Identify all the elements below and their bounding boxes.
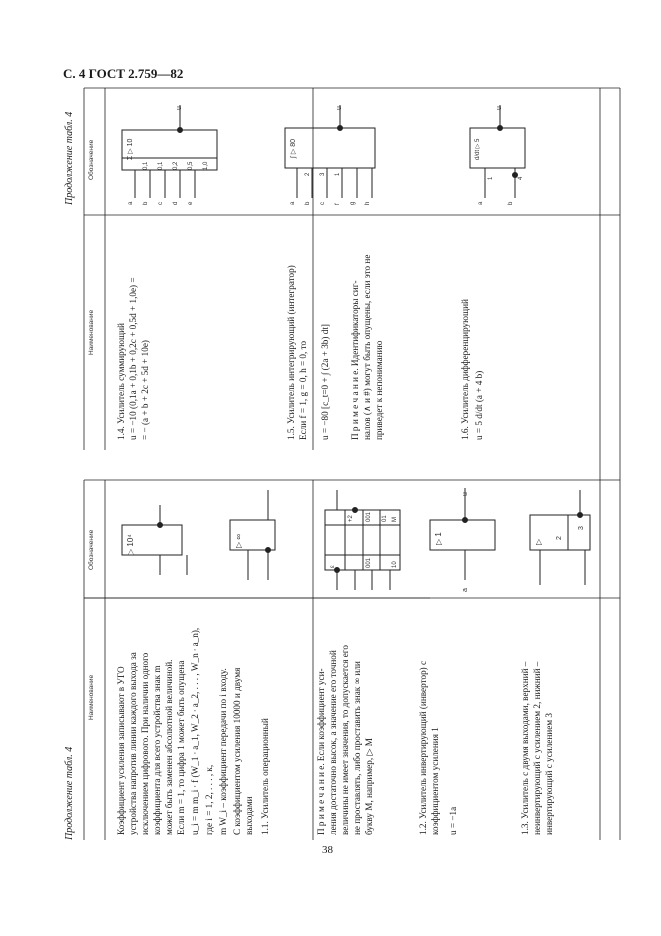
left-text-line: устройства напротив линии каждого выхода за bbox=[128, 652, 138, 835]
item-1-3-line: 1.3. Усилитель с двумя выходами, верхний – bbox=[520, 661, 530, 835]
item-1-6-formula: u = 5 d/dt (a + 4 b) bbox=[474, 370, 484, 440]
sym7-pin: h bbox=[365, 201, 371, 205]
sym2-label: ▷ ∞ bbox=[234, 533, 243, 548]
sym6-label: Σ ▷ 10 bbox=[127, 138, 134, 160]
page-header: С. 4 ГОСТ 2.759—82 bbox=[63, 66, 184, 81]
sym7-pin: a bbox=[290, 201, 296, 205]
sym3-label: +2 bbox=[348, 515, 354, 522]
sym7-pin: f bbox=[335, 203, 341, 205]
symbol-summing bbox=[122, 105, 217, 198]
left-text-line: выходами bbox=[244, 796, 254, 835]
sym4-out: u bbox=[462, 492, 469, 496]
left-text-line: С коэффициентом усиления 10000 и двумя bbox=[232, 667, 242, 835]
left-text-line: m W_i – коэффициент передачи по i входу. bbox=[218, 668, 228, 835]
left-col-name-header: Наименование bbox=[88, 674, 95, 720]
sym7-num: 1 bbox=[335, 172, 341, 176]
sym4-label: ▷ 1 bbox=[434, 532, 443, 545]
sym6-gain: 1,0 bbox=[203, 161, 209, 170]
item-1-5-formula: u = −80 [c_t=0 + ∫ (2a + 3b) dt] bbox=[320, 324, 330, 440]
note2-line: приведет к непониманию bbox=[374, 340, 384, 440]
sym6-gain: 0,1 bbox=[158, 161, 164, 170]
sym7-pin: b bbox=[305, 201, 311, 205]
note2-line: налов (∧ и #) могут быть опущены, если это не bbox=[362, 254, 372, 440]
sym6-pin: e bbox=[188, 201, 194, 205]
sym8-label: d/dt ▷ 5 bbox=[475, 138, 481, 160]
sym6-gain: 0,5 bbox=[188, 161, 194, 170]
sym6-out: u bbox=[176, 106, 183, 110]
item-1-2-line: 1.2. Усилитель инвертирующий (инвертор) с bbox=[418, 660, 428, 835]
sym8-out: u bbox=[496, 106, 503, 110]
sym1-label: ▷ 10⁴ bbox=[126, 534, 135, 555]
note2-line: П р и м е ч а н и е. Идентификаторы сиг- bbox=[350, 280, 360, 440]
right-continuation-label: Продолжение табл. 4 bbox=[64, 111, 75, 205]
sym3-label: ε bbox=[330, 565, 336, 568]
left-text-line: исключением цифрового. При наличии одного bbox=[140, 652, 150, 835]
sym3-label: 001 bbox=[366, 511, 372, 522]
sym3-label: M bbox=[392, 517, 398, 522]
sym8-pin: b bbox=[508, 201, 514, 205]
sym8-num: 4 bbox=[518, 176, 524, 180]
note-line: букву M, например, ▷ M bbox=[364, 738, 374, 835]
left-text-line: Если m = 1, то цифра 1 может быть опущена bbox=[176, 660, 186, 835]
note-line: ления достаточно высок, а значение его точной bbox=[328, 650, 338, 835]
sym5-label: 3 bbox=[578, 526, 585, 530]
page-number: 38 bbox=[322, 844, 333, 856]
sym5-label: 2 bbox=[556, 536, 563, 540]
right-col-symbol-header: Обозначение bbox=[88, 139, 95, 180]
item-1-3-line: неинвертирующий с усилением 2, нижний – bbox=[532, 661, 542, 835]
left-continuation-label: Продолжение табл. 4 bbox=[64, 746, 75, 840]
sym7-pin: c bbox=[320, 202, 326, 205]
sym7-num: 2 bbox=[305, 172, 311, 176]
sym7-pin: g bbox=[350, 201, 356, 205]
item-1-1: 1.1. Усилитель операционный bbox=[260, 718, 270, 835]
sym5-label: ▷ bbox=[534, 538, 543, 545]
sym6-gain: 0,2 bbox=[173, 161, 179, 170]
left-text-line: Коэффициент усиления записывают в УГО bbox=[116, 666, 126, 835]
item-1-4-line: = − (a + b + 2c + 5d + 10e) bbox=[140, 340, 150, 440]
sym6-gain: 0,1 bbox=[143, 161, 149, 170]
sym3-label: 10 bbox=[392, 561, 398, 568]
left-text-line: где i = 1, 2, . . . , к, bbox=[204, 764, 214, 835]
right-col-name-header: Наименование bbox=[88, 309, 95, 355]
left-col-symbol-header: Обозначение bbox=[88, 529, 95, 570]
item-1-4-line: 1.4. Усилитель суммирующий bbox=[116, 323, 126, 440]
item-1-5-line: 1.5. Усилитель интегрирующий (интегратор) bbox=[286, 265, 296, 440]
sym7-label: ∫ ▷ 80 bbox=[290, 139, 297, 158]
item-1-2-formula: u = −1a bbox=[448, 806, 458, 835]
item-1-4-line: u = −10 (0,1a + 0,1b + 0,2c + 0,5d + 1,0e) = bbox=[128, 277, 138, 440]
item-1-2-line: коэффициентом усиления 1 bbox=[430, 727, 440, 835]
sym7-num: 3 bbox=[320, 172, 326, 176]
sym3-label: 01 bbox=[382, 515, 388, 522]
sym7-out: u bbox=[336, 106, 343, 110]
note-line: величины не имеет значения, то допускается его bbox=[340, 645, 350, 835]
left-text-line: может быть заменен абсолютной величиной. bbox=[164, 659, 174, 835]
left-text-line: u_i = m m_i ∙ f (W_1 ∙ a_1, W_2 ∙ a_2, . . . , W_n ∙ a_n), bbox=[190, 627, 200, 835]
sym6-pin: a bbox=[128, 201, 134, 205]
left-text-line: коэффициента для всего устройства знак m bbox=[152, 665, 162, 835]
symbol-opamp-multi bbox=[325, 490, 400, 590]
sym3-label: 001 bbox=[366, 557, 372, 568]
note-line: П р и м е ч а н и е. Если коэффициент уси- bbox=[316, 668, 326, 835]
sym8-num: 1 bbox=[488, 176, 494, 180]
note-line: не проставлять, либо проставить знак ∞ или bbox=[352, 661, 362, 835]
item-1-6-line: 1.6. Усилитель дифференцирующий bbox=[460, 299, 470, 440]
sym4-in: a bbox=[462, 588, 469, 592]
item-1-3-line: инвертирующий с усилением 3 bbox=[544, 713, 554, 835]
sym6-pin: d bbox=[173, 201, 179, 205]
symbol-integrator bbox=[285, 105, 375, 198]
sym6-pin: c bbox=[158, 202, 164, 205]
sym8-pin: a bbox=[478, 201, 484, 205]
item-1-5-line: Если f = 1, g = 0, h = 0, то bbox=[298, 340, 308, 440]
sym6-pin: b bbox=[143, 201, 149, 205]
